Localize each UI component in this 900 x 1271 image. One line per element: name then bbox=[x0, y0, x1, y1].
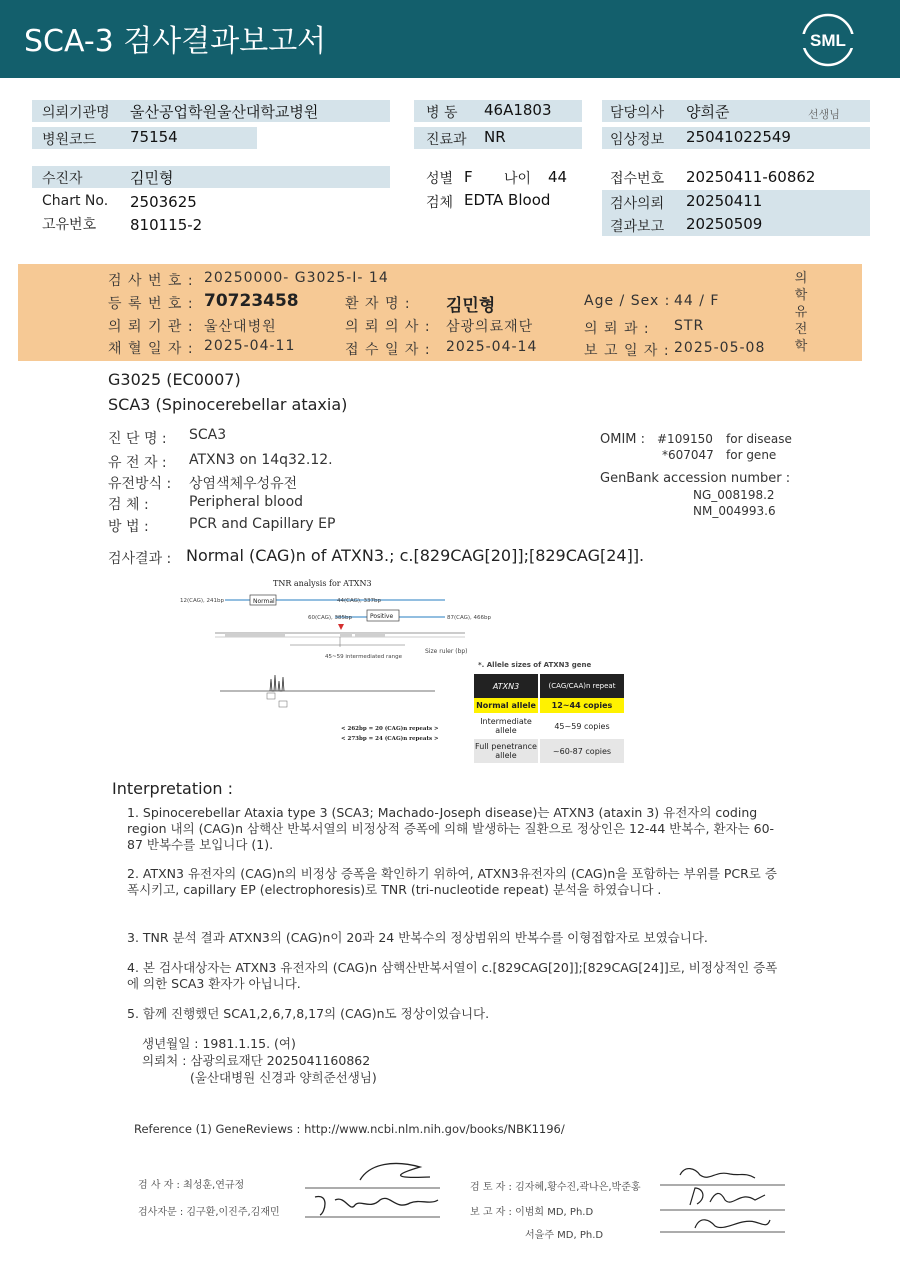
specimen-value: EDTA Blood bbox=[464, 191, 551, 209]
institution-value: 울산공업학원울산대학교병원 bbox=[130, 103, 319, 121]
collect-date: 2025-04-11 bbox=[204, 338, 296, 354]
figure-title: TNR analysis for ATXN3 bbox=[273, 579, 372, 588]
receipt-value: 20250411-60862 bbox=[686, 168, 816, 186]
specimen-label: 검체 bbox=[426, 195, 454, 211]
exam-no: 20250000- G3025-I- 14 bbox=[204, 270, 389, 286]
allele-table-header-repeat: (CAG/CAA)n repeat bbox=[540, 674, 624, 698]
receive-date: 2025-04-14 bbox=[446, 339, 538, 355]
sex-label: 성별 bbox=[426, 171, 454, 187]
doctor-value: 양희준 bbox=[686, 103, 730, 121]
interpretation-5: 5. 함께 진행했던 SCA1,2,6,7,8,17의 (CAG)n도 정상이었습니다. bbox=[127, 1006, 490, 1021]
age-label: 나이 bbox=[504, 171, 532, 187]
ward-label: 병 동 bbox=[426, 105, 458, 121]
patient-label: 수진자 bbox=[42, 171, 83, 187]
svg-text:SML: SML bbox=[810, 31, 846, 50]
allele-table-title: *. Allele sizes of ATXN3 gene bbox=[478, 661, 592, 669]
signature-right bbox=[655, 1160, 795, 1235]
collect-label: 채 혈 일 자 : bbox=[108, 341, 194, 357]
allele-full-copies: ~60-87 copies bbox=[540, 739, 624, 763]
figure-l2: 44(CAG), 337bp bbox=[337, 598, 382, 604]
method-value: PCR and Capillary EP bbox=[189, 516, 336, 532]
inst-label: 의 뢰 기 관 : bbox=[108, 319, 194, 335]
gene-value: ATXN3 on 14q32.12. bbox=[189, 452, 333, 468]
report-date-value: 20250509 bbox=[686, 215, 763, 233]
page-title: SCA-3 검사결과보고서 bbox=[24, 24, 327, 59]
receive-label: 접 수 일 자 : bbox=[345, 342, 431, 358]
department-value: NR bbox=[484, 128, 506, 146]
institution-label: 의뢰기관명 bbox=[42, 105, 110, 121]
request-date-value: 20250411 bbox=[686, 192, 763, 210]
test-name: SCA3 (Spinocerebellar ataxia) bbox=[108, 395, 348, 414]
id-label: 고유번호 bbox=[42, 217, 97, 233]
patient-value: 김민형 bbox=[130, 169, 174, 187]
reg-no: 70723458 bbox=[204, 291, 299, 311]
inst: 울산대병원 bbox=[204, 319, 277, 335]
patient-row bbox=[32, 166, 390, 188]
header-bar bbox=[0, 0, 900, 78]
birth-date: 생년월일 : 1981.1.15. (여) bbox=[142, 1036, 296, 1051]
advisor: 검사자문 : 김구환,이진주,김재민 bbox=[138, 1207, 280, 1218]
hospital-code-value: 75154 bbox=[130, 128, 178, 146]
age-sex: 44 / F bbox=[674, 293, 720, 309]
clinical-info-label: 임상정보 bbox=[610, 132, 665, 148]
allele-normal: Normal allele bbox=[474, 698, 538, 713]
request-date-label: 검사의뢰 bbox=[610, 196, 665, 212]
omim-disease-desc: for disease bbox=[726, 432, 792, 446]
genbank-nm: NM_004993.6 bbox=[693, 504, 776, 518]
allele-intermediate: Intermediate allele bbox=[474, 713, 538, 739]
report-date-label: 결과보고 bbox=[610, 219, 665, 235]
exam-no-label: 검 사 번 호 : bbox=[108, 273, 194, 289]
omim-disease: #109150 bbox=[657, 432, 713, 446]
interpretation-title: Interpretation : bbox=[112, 779, 233, 798]
dept: STR bbox=[674, 318, 705, 334]
figure-normal: Normal bbox=[253, 598, 275, 605]
clinical-info-value: 25041022549 bbox=[686, 128, 791, 146]
hospital-code-label: 병원코드 bbox=[42, 132, 97, 148]
allele-normal-copies: 12~44 copies bbox=[540, 698, 624, 713]
result-label: 검사결과 : bbox=[108, 551, 172, 567]
omim-gene: *607047 bbox=[662, 448, 714, 462]
receipt-label: 접수번호 bbox=[610, 171, 665, 187]
figure-l3: 60(CAG), 385bp bbox=[308, 615, 353, 621]
age-sex-label: Age / Sex : bbox=[584, 293, 671, 309]
figure-l1: 12(CAG), 241bp bbox=[180, 598, 225, 604]
omim-gene-desc: for gene bbox=[726, 448, 777, 462]
allele-full: Full penetrance allele bbox=[474, 739, 538, 763]
ward-value: 46A1803 bbox=[484, 101, 552, 119]
sample-label: 검 체 : bbox=[108, 497, 149, 513]
diag-label: 진 단 명 : bbox=[108, 431, 167, 447]
inherit-value: 상염색체우성유전 bbox=[189, 476, 298, 492]
omim-label: OMIM : bbox=[600, 432, 646, 447]
chart-label: Chart No. bbox=[42, 193, 109, 209]
age-value: 44 bbox=[548, 168, 568, 186]
doctor-label: 담당의사 bbox=[610, 105, 665, 121]
interpretation-2: 2. ATXN3 유전자의 (CAG)n의 비정상 증폭을 확인하기 위하여, ATXN3유전자의 (CAG)n을 포함하는 부위를 PCR로 증폭시키고, capillary EP (electrophoresis)로 TNR (tri-nucleotide repeat) 분석을 하였습니다 . bbox=[127, 866, 777, 897]
interpretation-1: 1. Spinocerebellar Ataxia type 3 (SCA3; Machado-Joseph disease)는 ATXN3 (ataxin 3) 유전자의 coding region 내의 (CAG)n 삼핵산 반복서열의 비정상적 증폭에 의해 발생하는 질환으로 정상인은 12-44 반복수, 환자는 60-87 반복수를 보입니다 (1). bbox=[127, 805, 775, 852]
reporter: 보 고 자 : 이범희 MD, Ph.D bbox=[470, 1207, 594, 1218]
reporter-2: 서을주 MD, Ph.D bbox=[525, 1230, 604, 1241]
genbank-ng: NG_008198.2 bbox=[693, 488, 775, 502]
interpretation-3: 3. TNR 분석 결과 ATXN3의 (CAG)n이 20과 24 반복수의 정상범위의 반복수를 이형접합자로 보였습니다. bbox=[127, 930, 708, 945]
test-code: G3025 (EC0007) bbox=[108, 370, 241, 389]
signature-left bbox=[300, 1155, 450, 1225]
sex-value: F bbox=[464, 168, 473, 186]
tester: 검 사 자 : 최성훈,연규정 bbox=[138, 1180, 245, 1191]
figure-repeat2: < 273bp = 24 (CAG)n repeats > bbox=[341, 736, 439, 742]
allele-table-header-gene: ATXN3 bbox=[474, 674, 538, 698]
reg-no-label: 등 록 번 호 : bbox=[108, 296, 194, 312]
gene-label: 유 전 자 : bbox=[108, 455, 167, 471]
doctor-suffix: 선생님 bbox=[808, 108, 840, 121]
department-label: 진료과 bbox=[426, 132, 467, 148]
figure-ruler: Size ruler (bp) bbox=[425, 648, 468, 655]
patient-name: 김민형 bbox=[446, 296, 496, 316]
figure-intermediate: 45~59 intermediated range bbox=[325, 654, 402, 660]
method-label: 방 법 : bbox=[108, 519, 149, 535]
referrer-detail: (울산대병원 신경과 양희준선생님) bbox=[190, 1070, 377, 1085]
allele-intermediate-copies: 45~59 copies bbox=[540, 713, 624, 739]
diag-value: SCA3 bbox=[189, 427, 227, 443]
reviewer: 검 토 자 : 김자혜,황수진,곽나은,박준홍 bbox=[470, 1182, 641, 1193]
figure-repeat1: < 262bp = 20 (CAG)n repeats > bbox=[341, 726, 439, 732]
id-value: 810115-2 bbox=[130, 216, 203, 234]
genbank-label: GenBank accession number : bbox=[600, 471, 791, 486]
result-value: Normal (CAG)n of ATXN3.; c.[829CAG[20]];[829CAG[24]]. bbox=[186, 546, 645, 565]
interpretation-4: 4. 본 검사대상자는 ATXN3 유전자의 (CAG)n 삼핵산반복서열이 c.[829CAG[20]];[829CAG[24]]로, 비정상적인 증폭에 의한 SCA3 환자가 아닙니다. bbox=[127, 960, 778, 991]
report-date: 2025-05-08 bbox=[674, 340, 766, 356]
req-doc: 삼광의료재단 bbox=[446, 319, 534, 335]
referrer: 의뢰처 : 삼광의료재단 2025041160862 bbox=[142, 1053, 371, 1068]
inherit-label: 유전방식 : bbox=[108, 476, 172, 492]
figure-positive: Positive bbox=[370, 613, 394, 620]
side-label: 의학유전학 bbox=[794, 271, 808, 354]
sml-logo bbox=[800, 12, 856, 68]
report-label: 보 고 일 자 : bbox=[584, 343, 670, 359]
figure-l4: 87(CAG), 466bp bbox=[447, 615, 492, 621]
sample-value: Peripheral blood bbox=[189, 494, 304, 510]
req-doc-label: 의 뢰 의 사 : bbox=[345, 319, 431, 335]
chart-value: 2503625 bbox=[130, 193, 197, 211]
dept-label: 의 뢰 과 : bbox=[584, 321, 650, 337]
reference: Reference (1) GeneReviews : http://www.ncbi.nlm.nih.gov/books/NBK1196/ bbox=[134, 1122, 565, 1136]
patient-name-label: 환 자 명 : bbox=[345, 296, 411, 312]
